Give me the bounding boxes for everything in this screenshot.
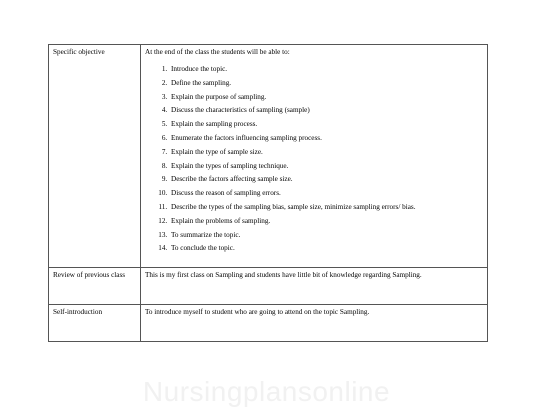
list-item: 9. Describe the factors affecting sample size. (169, 173, 483, 187)
objectives-intro: At the end of the class the students will be able to: (145, 48, 290, 56)
list-item: 5. Explain the sampling process. (169, 118, 483, 132)
list-item: 8. Explain the types of sampling technique. (169, 160, 483, 174)
list-item: 1. Introduce the topic. (169, 63, 483, 77)
row-content: To introduce myself to student who are going to attend on the topic Sampling. (141, 305, 488, 342)
list-item: 13. To summarize the topic. (169, 229, 483, 243)
list-item: 10. Discuss the reason of sampling errors. (169, 187, 483, 201)
row-content (141, 45, 488, 268)
list-item: 3. Explain the purpose of sampling. (169, 91, 483, 105)
table-row-review (49, 268, 488, 305)
row-label: Review of previous class (49, 268, 141, 305)
list-item: 11. Describe the types of the sampling bias, sample size, minimize sampling errors/ bias. (169, 201, 483, 215)
list-item: 4. Discuss the characteristics of sampling (sample) (169, 104, 483, 118)
table-row-self-introduction (49, 305, 488, 342)
row-label: Self-introduction (49, 305, 141, 342)
list-item: 7. Explain the type of sample size. (169, 146, 483, 160)
list-item: 6. Enumerate the factors influencing sampling process. (169, 132, 483, 146)
list-item: 14. To conclude the topic. (169, 242, 483, 256)
table-row-specific-objective (49, 45, 488, 268)
list-item: 12. Explain the problems of sampling. (169, 215, 483, 229)
watermark: Nursingplansonline (142, 376, 391, 407)
list-item: 2. Define the sampling. (169, 77, 483, 91)
objectives-list (145, 63, 483, 256)
lesson-plan-table (48, 44, 488, 342)
row-label: Specific objective (49, 45, 141, 268)
row-content: This is my first class on Sampling and students have little bit of knowledge regarding Sampling. (141, 268, 488, 305)
